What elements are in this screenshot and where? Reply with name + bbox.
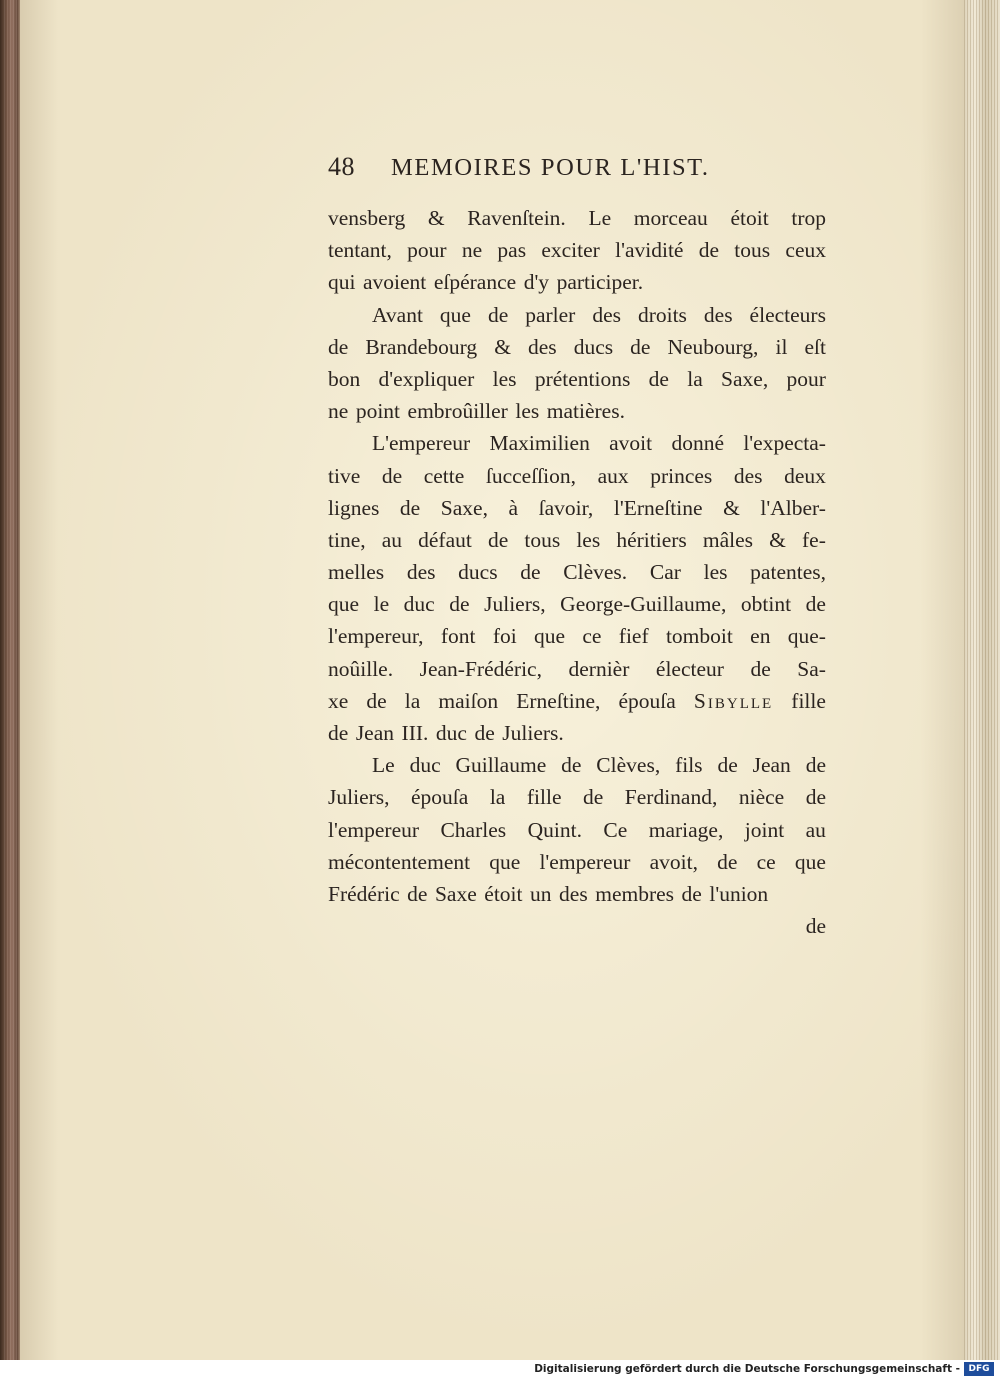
word: Car <box>649 560 681 585</box>
word: Brandebourg <box>365 334 478 359</box>
word: ne <box>461 238 483 263</box>
word: tous <box>524 527 561 552</box>
word: vensberg <box>328 206 406 230</box>
word: les <box>703 560 728 585</box>
text-line <box>328 620 826 652</box>
word: noûille. <box>328 656 394 681</box>
word: de <box>328 721 349 745</box>
word: l'expecta- <box>743 431 826 456</box>
word: de <box>681 881 702 906</box>
paragraph <box>328 427 826 749</box>
text-line <box>328 460 826 492</box>
word: la <box>687 366 703 391</box>
word: & <box>769 527 786 552</box>
word: Juliers, <box>484 592 546 617</box>
word: en <box>750 624 771 649</box>
body-text <box>328 202 826 910</box>
word: Saxe, <box>721 366 769 391</box>
word: donné <box>671 431 724 456</box>
word: que <box>328 592 360 617</box>
text-line <box>328 846 826 878</box>
word: de <box>805 785 826 810</box>
text-line <box>328 427 826 459</box>
word: Ferdinand, <box>624 785 718 810</box>
word: de <box>407 881 428 906</box>
word: de <box>630 334 651 359</box>
word: Saxe <box>434 881 477 906</box>
word: participer. <box>556 270 644 295</box>
text-line <box>328 299 826 331</box>
word: l'empereur <box>328 817 420 842</box>
word: l'avidité <box>615 238 684 263</box>
word: de <box>399 495 421 520</box>
word: des <box>559 881 588 906</box>
word: Neubourg, <box>667 334 759 359</box>
word: défaut <box>418 527 472 552</box>
word: L'empereur <box>372 431 471 456</box>
text-line <box>328 781 826 813</box>
word: Jean-Frédéric, <box>419 656 542 681</box>
word: étoit <box>730 206 769 230</box>
word: de <box>648 366 669 391</box>
word: princes <box>650 463 713 488</box>
word: de <box>487 527 509 552</box>
word: de <box>328 334 349 359</box>
word: de <box>805 592 826 617</box>
book-spine-edge <box>0 0 22 1360</box>
word: Clèves, <box>596 753 661 778</box>
word: électeur <box>655 656 724 681</box>
catchword-line <box>328 910 826 942</box>
word: l'empereur <box>539 849 631 874</box>
word: ce <box>582 624 602 649</box>
word: tous <box>734 238 771 263</box>
word: les <box>492 366 517 391</box>
word: eſt <box>804 334 826 359</box>
word: d'y <box>523 270 550 295</box>
word: melles <box>328 560 385 585</box>
word: ſavoir, <box>538 495 594 520</box>
word: Juliers, <box>328 785 390 810</box>
word: ce <box>756 849 776 874</box>
word: avoient <box>363 270 427 295</box>
word: de <box>805 753 826 778</box>
word: Le <box>372 753 395 778</box>
word: duc <box>409 753 441 778</box>
word: de <box>474 721 495 745</box>
word: des <box>703 302 733 327</box>
word: bon <box>328 366 361 391</box>
word: & <box>427 206 445 230</box>
word: dernièr <box>568 656 630 681</box>
word: fille <box>791 688 826 713</box>
text-line <box>328 588 826 620</box>
text-line <box>328 234 826 266</box>
word: de <box>750 656 771 681</box>
word: Avant <box>372 302 423 327</box>
word: font <box>440 624 476 649</box>
word: tive <box>328 463 361 488</box>
text-line <box>328 556 826 588</box>
word: nièce <box>738 785 785 810</box>
word: ducs <box>458 560 498 585</box>
word: droits <box>637 302 687 327</box>
paragraph <box>328 749 826 910</box>
word: l'Alber- <box>760 495 826 520</box>
page-stack-edge <box>964 0 1000 1360</box>
word: Ravenſtein. <box>467 206 566 230</box>
paragraph <box>328 299 826 428</box>
word: des <box>527 334 557 359</box>
word: & <box>494 334 511 359</box>
word: de <box>698 238 720 263</box>
word: tentant, <box>328 238 392 263</box>
word: avoit, <box>649 849 699 874</box>
word: George-Guillaume, <box>560 592 727 617</box>
word: Quint. <box>527 817 582 842</box>
word: qui <box>328 270 356 295</box>
word: lignes <box>328 495 380 520</box>
word: tomboit <box>665 624 733 649</box>
word: au <box>805 817 826 842</box>
word: épouſa <box>618 688 676 713</box>
word: Jean <box>355 721 395 745</box>
word: Sibylle <box>693 688 774 713</box>
word: exciter <box>541 238 600 263</box>
word: des <box>733 463 763 488</box>
word: au <box>381 527 403 552</box>
word: à <box>508 495 519 520</box>
word: cette <box>423 463 465 488</box>
page-header <box>328 152 826 202</box>
word: joint <box>744 817 785 842</box>
word: de <box>449 592 470 617</box>
word: de <box>717 753 738 778</box>
word: fe- <box>802 527 826 552</box>
text-line <box>328 814 826 846</box>
word: avoit <box>609 431 653 456</box>
word: l'empereur, <box>328 624 424 649</box>
word: Charles <box>440 817 507 842</box>
word: de <box>487 302 509 327</box>
word: Guillaume <box>455 753 547 778</box>
word: ne <box>328 399 349 424</box>
word: que <box>794 849 826 874</box>
word: épouſa <box>411 785 469 810</box>
word: ceux <box>785 238 826 263</box>
word: d'expliquer <box>378 366 475 391</box>
text-line <box>328 749 826 781</box>
word: que- <box>787 624 826 649</box>
word: maiſon <box>438 688 499 713</box>
word: eſpérance <box>433 270 517 295</box>
word: les <box>576 527 601 552</box>
word: fils <box>675 753 703 778</box>
dfg-logo: DFG <box>964 1362 994 1376</box>
word: mâles <box>702 527 754 552</box>
word: la <box>404 688 421 713</box>
word: pas <box>497 238 527 263</box>
word: matières. <box>546 399 625 424</box>
word: mariage, <box>648 817 724 842</box>
word: ducs <box>573 334 614 359</box>
running-head: MEMOIRES POUR L'HIST. <box>391 154 710 181</box>
word: tine, <box>328 527 366 552</box>
word: point <box>355 399 401 424</box>
word: patentes, <box>750 560 826 585</box>
word: l'Erneſtine <box>613 495 703 520</box>
word: que <box>439 302 471 327</box>
text-line <box>328 492 826 524</box>
word: fille <box>526 785 562 810</box>
word: pour <box>786 366 826 391</box>
word: Jean <box>752 753 791 778</box>
word: de <box>717 849 738 874</box>
word: Erneſtine, <box>516 688 601 713</box>
text-line <box>328 202 826 234</box>
word: trop <box>791 206 826 230</box>
word: des <box>406 560 436 585</box>
page-number: 48 <box>328 152 355 181</box>
word: embroûiller <box>407 399 508 424</box>
word: & <box>723 495 740 520</box>
word: de <box>366 688 387 713</box>
word: les <box>515 399 540 424</box>
text-line <box>328 685 826 717</box>
word: la <box>489 785 506 810</box>
word: foi <box>492 624 517 649</box>
word: membres <box>595 881 675 906</box>
catchword: de <box>805 914 826 939</box>
word: héritiers <box>616 527 687 552</box>
word: que <box>489 849 521 874</box>
text-line <box>328 266 826 298</box>
word: duc <box>403 592 435 617</box>
word: de <box>582 785 604 810</box>
text-line <box>328 717 826 749</box>
word: obtint <box>740 592 792 617</box>
word: aux <box>597 463 629 488</box>
word: de <box>381 463 403 488</box>
text-line <box>328 331 826 363</box>
text-line <box>328 878 826 910</box>
word: deux <box>784 463 826 488</box>
word: électeurs <box>749 302 826 327</box>
word: fief <box>618 624 649 649</box>
word: des <box>592 302 621 327</box>
word: parler <box>525 302 576 327</box>
word: il <box>775 334 788 359</box>
word: Le <box>588 206 612 230</box>
word: le <box>373 592 390 617</box>
word: xe <box>328 688 349 713</box>
word: un <box>530 881 552 906</box>
digitization-credit: Digitalisierung gefördert durch die Deutsche Forschungsgemeinschaft - <box>534 1363 960 1375</box>
text-block <box>328 152 826 942</box>
word: de <box>520 560 541 585</box>
word: de <box>561 753 582 778</box>
word: que <box>534 624 566 649</box>
word: III. <box>401 721 429 745</box>
word: étoit <box>484 881 523 906</box>
word: ſucceſſion, <box>485 463 577 488</box>
word: Maximilien <box>489 431 590 456</box>
word: prétentions <box>534 366 631 391</box>
text-line <box>328 524 826 556</box>
paragraph <box>328 202 826 299</box>
text-line <box>328 395 826 427</box>
text-line <box>328 363 826 395</box>
word: Saxe, <box>440 495 488 520</box>
word: Clèves. <box>563 560 628 585</box>
word: l'union <box>709 881 769 906</box>
word: pour <box>407 238 447 263</box>
word: morceau <box>633 206 708 230</box>
word: Juliers. <box>502 721 564 745</box>
word: Ce <box>603 817 628 842</box>
word: mécontentement <box>328 849 471 874</box>
word: Sa- <box>797 656 826 681</box>
word: duc <box>435 721 467 745</box>
word: Frédéric <box>328 881 400 906</box>
text-line <box>328 653 826 685</box>
